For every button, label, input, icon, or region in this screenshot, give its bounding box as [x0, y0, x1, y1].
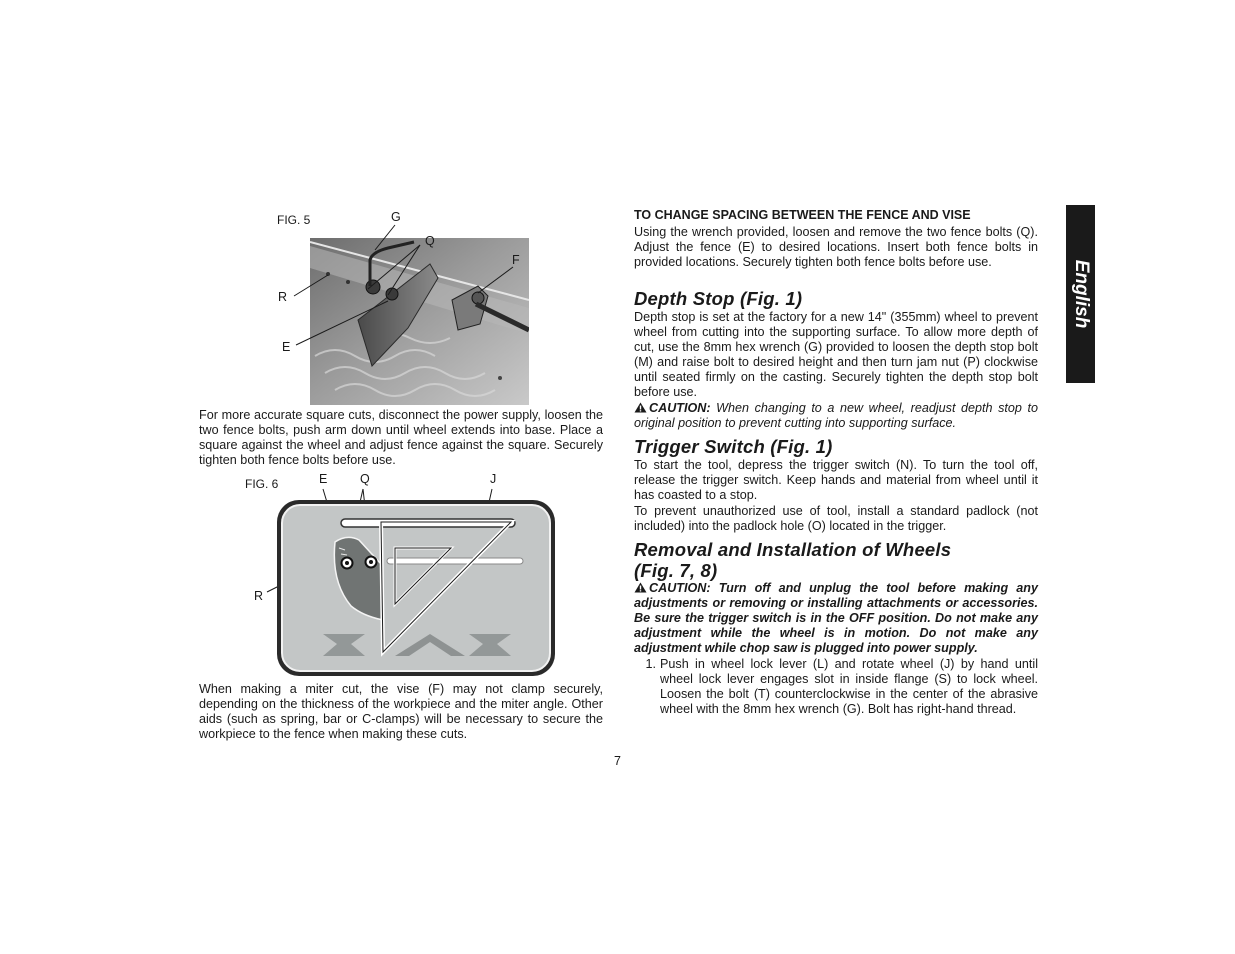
- fig6-callout-j: J: [490, 472, 497, 486]
- step-number: 1.: [645, 657, 656, 671]
- miter-cut-paragraph: When making a miter cut, the vise (F) may not clamp securely, depending on the thickness of the workpiece and the miter angle. Other aids (such as spring, bar or C-clamps) will be necessary to secure the workpiece to the fence when making these cuts.: [199, 682, 603, 741]
- fig6-callout-e: E: [319, 472, 328, 486]
- list-item: [634, 657, 1038, 717]
- depth-stop-caution: [634, 401, 1038, 431]
- step-text: Push in wheel lock lever (L) and rotate wheel (J) by hand until wheel lock lever engages slot in inside flange (S) to lock wheel. Loosen the bolt (T) counterclockwise in the center of the abrasive wheel with the 8mm hex wrench (G). Bolt has right-hand thread.: [660, 657, 1038, 716]
- fig5-label: FIG. 5: [277, 213, 311, 227]
- fence-vise-heading: TO CHANGE SPACING BETWEEN THE FENCE AND VISE: [634, 208, 971, 222]
- fence-vise-paragraph: Using the wrench provided, loosen and remove the two fence bolts (Q). Adjust the fence (E) to desired locations. Insert both fence bolts in provided locations. Securely tighten both fence bolts before use.: [634, 225, 1038, 269]
- fig5-callout-q: Q: [425, 234, 435, 248]
- fig6-label: FIG. 6: [245, 477, 279, 491]
- removal-caution-text: Turn off and unplug the tool before making any adjustments or removing or installing attachments or accessories. Be sure the trigger switch is in the OFF position. Do not make any adjustment while the wheel is in motion. Do not make any adjustment while chop saw is plugged into power supply.: [634, 581, 1038, 655]
- removal-installation-heading: [634, 539, 1038, 581]
- depth-stop-heading: Depth Stop (Fig. 1): [634, 288, 803, 309]
- fig6-callout-q: Q: [360, 472, 370, 486]
- fig5-leader-lines: [270, 205, 540, 365]
- fig5-callout-g: G: [391, 210, 401, 224]
- warning-triangle-icon: [634, 402, 647, 413]
- fig5-callout-r: R: [278, 290, 288, 304]
- fig5-callout-f: F: [512, 253, 520, 267]
- trigger-switch-paragraph-1: To start the tool, depress the trigger switch (N). To turn the tool off, release the trigger switch. Keep hands and material from wheel until it has coasted to a stop.: [634, 458, 1038, 502]
- depth-stop-paragraph: Depth stop is set at the factory for a new 14" (355mm) wheel to prevent wheel from cutting into the supporting surface. To allow more depth of cut, use the 8mm hex wrench (G) provided to loosen the depth stop bolt (M) and raise bolt to desired height and then turn jam nut (P) clockwise until seated firmly on the casting. Securely tighten the depth stop bolt before use.: [634, 310, 1038, 399]
- removal-heading-line1: Removal and Installation of Wheels: [634, 539, 952, 560]
- trigger-switch-paragraph-2: To prevent unauthorized use of tool, install a standard padlock (not included) into the padlock hole (O) located in the trigger.: [634, 504, 1038, 533]
- warning-triangle-icon: [634, 582, 647, 593]
- fig6-callout-r: R: [254, 589, 264, 603]
- page-number: 7: [614, 754, 621, 768]
- caution-label: CAUTION:: [649, 581, 711, 595]
- removal-caution: [634, 581, 1038, 656]
- fig5-callout-e: E: [282, 340, 291, 354]
- language-tab-label: English: [1070, 259, 1092, 329]
- removal-heading-line2: (Fig. 7, 8): [634, 560, 718, 581]
- caution-label: CAUTION:: [649, 401, 711, 415]
- fig6-diagram: [255, 484, 560, 679]
- depth-caution-text: When changing to a new wheel, readjust depth stop to original position to prevent cutting into supporting surface.: [634, 401, 1038, 430]
- language-tab: [1066, 205, 1095, 383]
- trigger-switch-heading: Trigger Switch (Fig. 1): [634, 436, 833, 457]
- square-cuts-paragraph: For more accurate square cuts, disconnect the power supply, loosen the two fence bolts, push arm down until wheel extends into base. Place a square against the wheel and adjust fence against the square. Securely tighten both fence bolts before use.: [199, 408, 603, 467]
